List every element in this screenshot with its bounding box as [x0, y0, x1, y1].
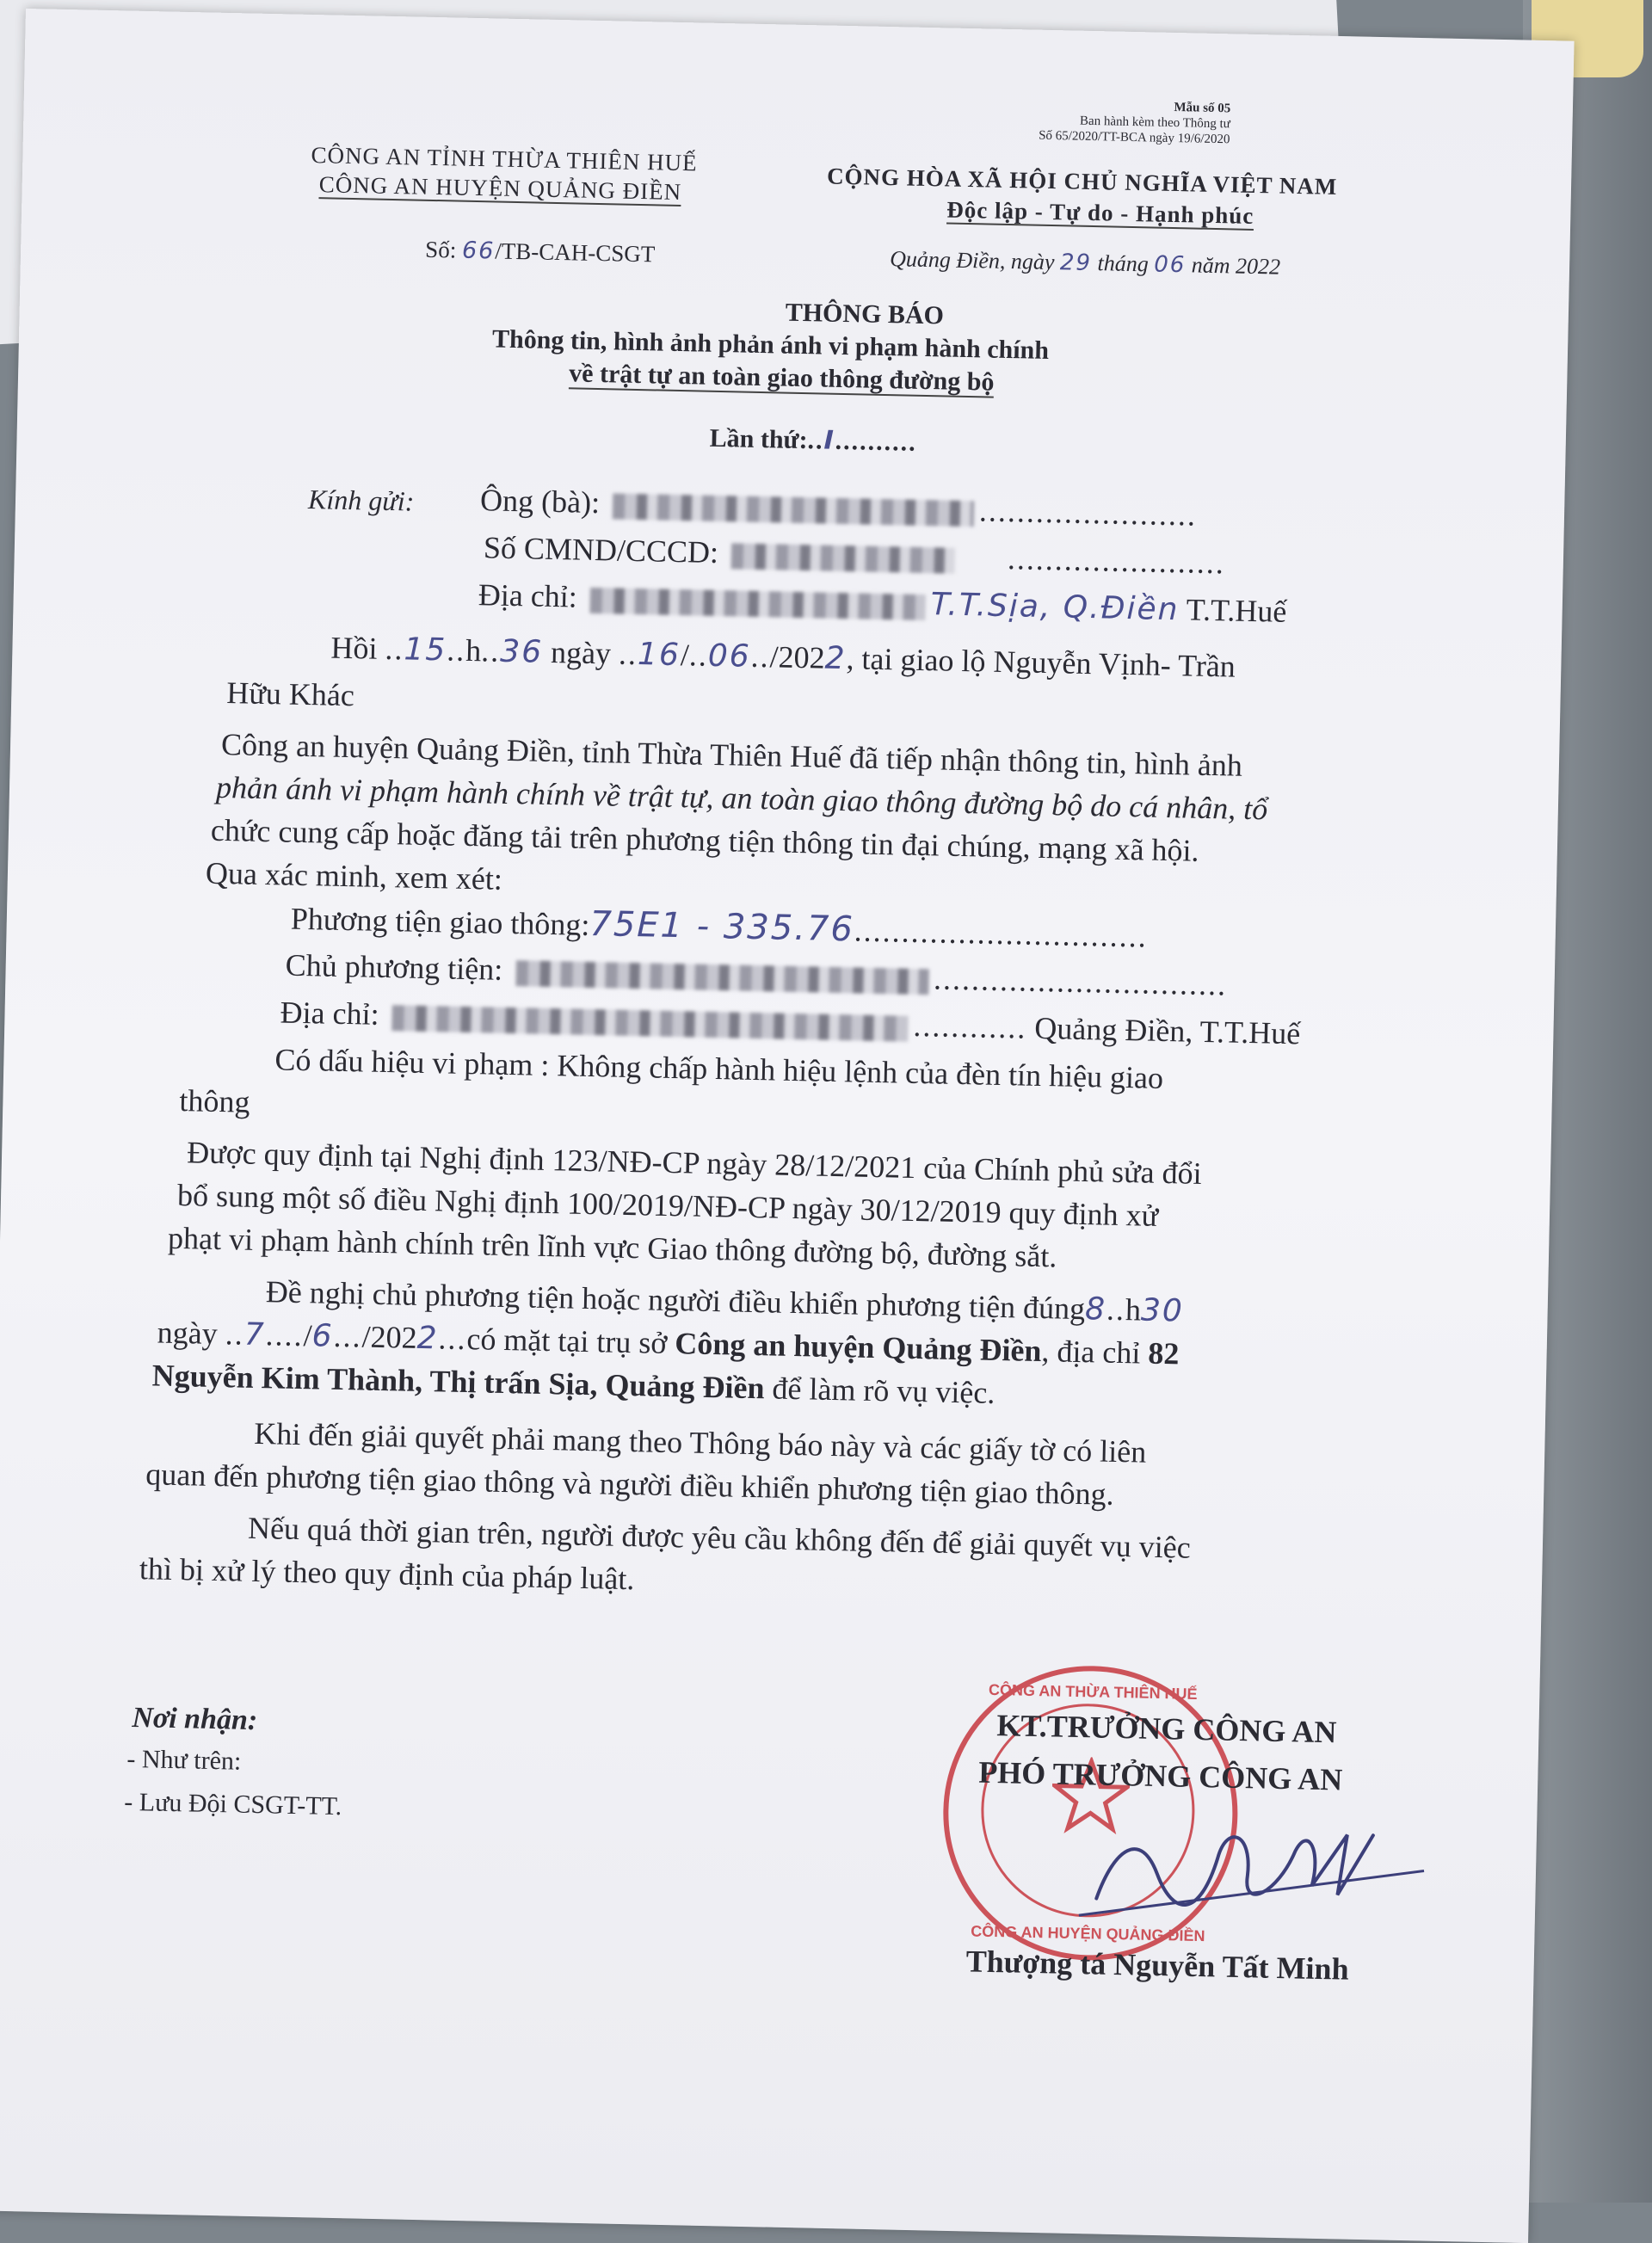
recipient-address-province: T.T.Huế: [1186, 592, 1287, 629]
recipient-id-label: Số CMND/CCCD:: [483, 530, 719, 570]
owner-address-label: Địa chỉ:: [280, 995, 379, 1032]
date-year: năm 2022: [1191, 252, 1281, 280]
incident-location: , tại giao lộ Nguyễn Vịnh- Trần: [846, 641, 1236, 684]
vehicle-plate: 75E1 - 335.76: [589, 903, 855, 950]
late-line1: Nếu quá thời gian trên, người được yêu cầu không đến để giải quyết vụ việc: [247, 1510, 1192, 1565]
agency-line2: [318, 171, 681, 206]
redacted-id: [731, 543, 956, 573]
sign-line2: PHÓ TRƯỞNG CÔNG AN: [977, 1754, 1343, 1797]
document-date: [890, 246, 1281, 280]
law-line1: Được quy định tại Nghị định 123/NĐ-CP ngày 28/12/2021 của Chính phủ sửa đổi: [186, 1135, 1203, 1191]
request-year-prefix: /202: [361, 1319, 417, 1355]
recipient-address-label: Địa chỉ:: [478, 577, 578, 614]
doc-no-suffix: /TB-CAH-CSGT: [495, 237, 656, 268]
late-line2: thì bị xử lý theo quy định của pháp luật.: [139, 1551, 635, 1597]
date-month: 06: [1153, 251, 1187, 279]
owner-address-end: Quảng Điền, T.T.Huế: [1033, 1010, 1301, 1051]
sign-line1: KT.TRƯỞNG CÔNG AN: [996, 1708, 1337, 1750]
incident-minute: 36: [499, 633, 544, 670]
incident-year-prefix: /202: [769, 639, 826, 675]
law-line3: phạt vi phạm hành chính trên lĩnh vực Giao thông đường bộ, đường sắt.: [167, 1220, 1057, 1274]
kinh-gui: Kính gửi:: [307, 484, 415, 517]
body-p1-line1: Công an huyện Quảng Điền, tỉnh Thừa Thiên Huế đã tiếp nhận thông tin, hình ảnh: [220, 726, 1243, 783]
redacted-address: [589, 588, 926, 620]
date-prefix: Quảng Điền, ngày: [889, 246, 1055, 275]
vehicle-row: Phương tiện giao thông:75E1 - 335.76...............................: [290, 901, 1149, 954]
violation-line1: Có dấu hiệu vi phạm : Không chấp hành hiệu lệnh của đèn tín hiệu giao: [274, 1042, 1164, 1095]
title-main: THÔNG BÁO: [785, 298, 945, 330]
incident-day-label: ngày: [550, 634, 612, 671]
motto: Độc lập - Tự do - Hạnh phúc: [946, 196, 1254, 229]
title-sub1: Thông tin, hình ảnh phản ánh vi phạm hành chính: [491, 324, 1050, 365]
vehicle-label: Phương tiện giao thông:: [290, 901, 590, 942]
request-h: h: [1125, 1292, 1142, 1328]
form-circular: Số 65/2020/TT-BCA ngày 19/6/2020: [1038, 128, 1230, 147]
document-number: [425, 237, 656, 268]
recipient-item1: - Như trên:: [126, 1744, 242, 1776]
bring-line1: Khi đến giải quyết phải mang theo Thông báo này và các giấy tờ có liên: [253, 1415, 1147, 1470]
request-day: 7: [243, 1316, 267, 1353]
recipient-name-label: Ông (bà):: [479, 483, 601, 521]
request-text: Đề nghị chủ phương tiện hoặc người điều khiển phương tiện đúng: [265, 1274, 1086, 1327]
request-year-hand: 2: [416, 1320, 439, 1357]
agency-line1: CÔNG AN TỈNH THỪA THIÊN HUẾ: [311, 141, 698, 176]
noi-nhan: Nơi nhận:: [132, 1702, 258, 1737]
incident-year-hand: 2: [824, 640, 847, 677]
recipient-id-row: Số CMND/CCCD: .......................: [483, 530, 1226, 581]
incident-h: h: [465, 632, 482, 669]
request-end: để làm rõ vụ việc.: [772, 1371, 996, 1410]
request-agency: Công an huyện Quảng Điền: [674, 1326, 1042, 1369]
form-number: Mẫu số 05: [1174, 100, 1231, 116]
date-day: 29: [1059, 250, 1093, 277]
occurrence-count: Lần thứ:..I..........: [709, 423, 918, 457]
law-line2: bổ sung một số điều Nghị định 100/2019/NĐ-CP ngày 30/12/2019 quy định xử: [176, 1177, 1159, 1233]
owner-row: Chủ phương tiện: ...............................: [285, 947, 1228, 1002]
recipient-address-handwritten: T.T.Sịa, Q.Điền: [930, 587, 1180, 628]
request-month: 6: [311, 1318, 334, 1354]
date-month-label: tháng: [1097, 250, 1150, 277]
redacted-owner-address: [391, 1005, 908, 1042]
incident-day: 16: [637, 637, 681, 674]
doc-no-label: Số:: [424, 236, 457, 263]
owner-address-row: Địa chỉ: ............ Quảng Điền, T.T.Huế: [280, 995, 1301, 1051]
request-line1: Đề nghị chủ phương tiện hoặc người điều khiển phương tiện đúng8..h30: [265, 1274, 1185, 1329]
request-line2: ngày ..7..../6.../2022...có mặt tại trụ sở Công an huyện Quảng Điền, địa chỉ 82: [157, 1315, 1180, 1371]
request-address: Nguyễn Kim Thành, Thị trấn Sịa, Quảng Điền: [151, 1358, 765, 1406]
request-tail: có mặt tại trụ sở: [466, 1322, 668, 1360]
stamp-text-bottom: CÔNG AN HUYỆN QUẢNG ĐIỀN: [971, 1922, 1205, 1945]
body-p1-line3: chức cung cấp hoặc đăng tải trên phương tiện thông tin đại chúng, mạng xã hội.: [210, 812, 1199, 868]
recipient-name-row: Ông (bà): .......................: [479, 483, 1198, 533]
title-sub2: [569, 359, 995, 397]
request-minute: 30: [1140, 1292, 1185, 1329]
signature: [1061, 1795, 1459, 1941]
request-hour: 8: [1084, 1291, 1107, 1328]
request-day-label: ngày: [157, 1315, 219, 1351]
incident-label: Hồi: [330, 630, 378, 666]
bring-line2: quan đến phương tiện giao thông và người điều khiển phương tiện giao thông.: [145, 1457, 1115, 1512]
stamp-text-top: CÔNG AN THỪA THIÊN HUẾ: [988, 1680, 1198, 1703]
redacted-owner: [515, 960, 929, 995]
body-p1-line2: phản ánh vi phạm hành chính về trật tự, an toàn giao thông đường bộ do cá nhân, tổ: [215, 769, 1268, 827]
violation-line2: thông: [179, 1083, 250, 1119]
redacted-name: [613, 493, 975, 527]
incident-month: 06: [707, 638, 752, 675]
request-address-label: , địa chỉ: [1041, 1334, 1141, 1371]
incident-row: Hồi ..15..h..36 ngày ..16/..06../2022, tại giao lộ Nguyễn Vịnh- Trần: [330, 630, 1236, 684]
nation-line1: CỘNG HÒA XÃ HỘI CHỦ NGHĨA VIỆT NAM: [826, 163, 1338, 200]
lan-thu-label: Lần thứ:: [709, 423, 808, 455]
doc-no-handwritten: 66: [461, 237, 496, 265]
form-issued: Ban hành kèm theo Thông tư: [1079, 114, 1231, 132]
nation-line2: [946, 196, 1254, 229]
signer-name: Thượng tá Nguyễn Tất Minh: [965, 1944, 1350, 1987]
recipient-item2: - Lưu Đội CSGT-TT.: [124, 1787, 342, 1821]
owner-label: Chủ phương tiện:: [285, 947, 503, 987]
document-page: [0, 9, 1575, 2243]
title-sub2-text: về trật tự an toàn giao thông đường bộ: [568, 359, 995, 397]
incident-location2: Hữu Khác: [225, 675, 355, 713]
body-p2: Qua xác minh, xem xét:: [205, 855, 503, 897]
lan-thu-value: I: [823, 425, 836, 456]
request-address-number: 82: [1147, 1335, 1180, 1371]
agency-name: CÔNG AN HUYỆN QUẢNG ĐIỀN: [318, 171, 682, 206]
form-reference: [1039, 97, 1230, 148]
incident-hour: 15: [404, 632, 447, 669]
